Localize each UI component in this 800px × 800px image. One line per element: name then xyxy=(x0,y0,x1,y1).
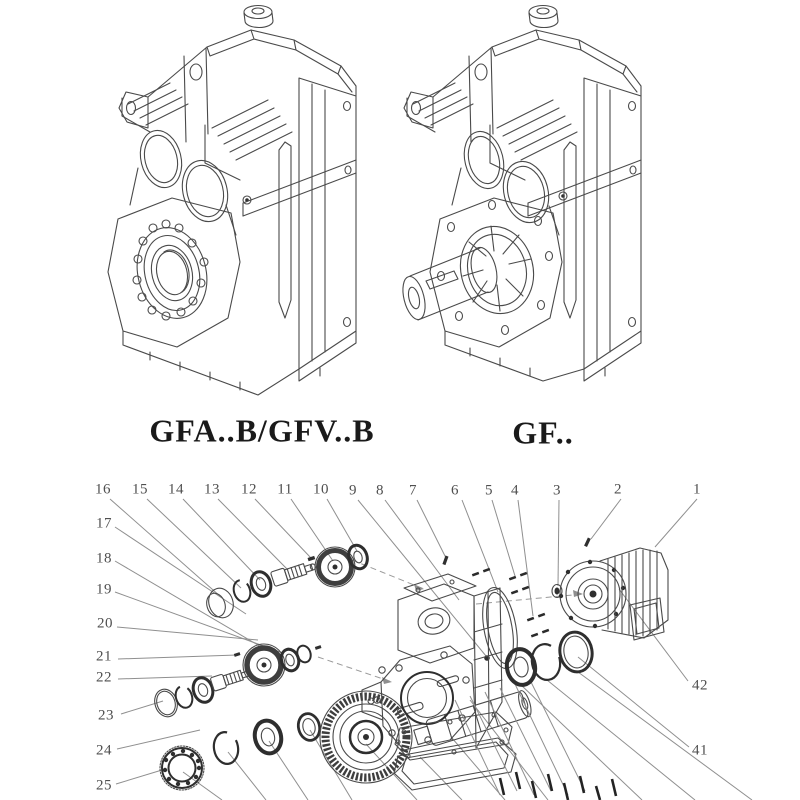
assembly-axes xyxy=(318,560,583,684)
gearbox-left-drawing xyxy=(108,6,356,396)
callout-8: 8 xyxy=(376,482,384,499)
callout-19: 19 xyxy=(96,581,112,598)
input-shaft-parts xyxy=(204,543,371,621)
leader-lines xyxy=(110,499,752,800)
callout-5: 5 xyxy=(485,482,493,499)
gearbox-right-drawing xyxy=(399,6,641,382)
base-feet xyxy=(445,331,641,381)
callout-23: 23 xyxy=(98,707,114,724)
pinion-shaft-1 xyxy=(270,559,317,587)
callout-4: 4 xyxy=(511,482,519,499)
oil-plug-boss xyxy=(244,6,273,28)
cover-bolts xyxy=(500,772,616,800)
callout-11: 11 xyxy=(277,481,293,498)
side-panel xyxy=(243,78,356,369)
callout-21: 21 xyxy=(96,648,112,665)
motor xyxy=(559,538,668,640)
input-bores xyxy=(130,126,251,235)
output-flange-bearing xyxy=(108,198,240,347)
callout-13: 13 xyxy=(204,481,220,498)
callout-16: 16 xyxy=(95,481,111,498)
bottom-cover-gasket xyxy=(394,680,616,800)
callout-41: 41 xyxy=(692,742,708,759)
side-panel xyxy=(528,78,641,369)
oil-plug-boss xyxy=(529,6,558,28)
callout-15: 15 xyxy=(132,481,148,498)
callout-24: 24 xyxy=(96,742,112,759)
callout-20: 20 xyxy=(97,615,113,632)
callout-9: 9 xyxy=(349,482,357,499)
callout-22: 22 xyxy=(96,669,112,686)
callout-10: 10 xyxy=(313,481,329,498)
model-label-right: GF.. xyxy=(512,414,574,451)
callout-42: 42 xyxy=(692,677,708,694)
callout-17: 17 xyxy=(96,515,112,532)
callout-2: 2 xyxy=(614,481,622,498)
gear-housing xyxy=(362,556,502,750)
intermediate-shaft-parts xyxy=(151,644,321,720)
exploded-view-drawing xyxy=(110,499,752,800)
callout-12: 12 xyxy=(241,481,257,498)
output-shaft-parts xyxy=(160,655,534,790)
callout-25: 25 xyxy=(96,777,112,794)
base-feet xyxy=(123,331,356,395)
callout-7: 7 xyxy=(409,482,417,499)
output-shaft xyxy=(392,657,533,753)
callout-3: 3 xyxy=(553,482,561,499)
callout-18: 18 xyxy=(96,550,112,567)
callout-6: 6 xyxy=(451,482,459,499)
callout-14: 14 xyxy=(168,481,184,498)
callout-1: 1 xyxy=(693,481,701,498)
model-label-left: GFA..B/GFV..B xyxy=(149,412,375,449)
output-gear xyxy=(320,691,412,783)
